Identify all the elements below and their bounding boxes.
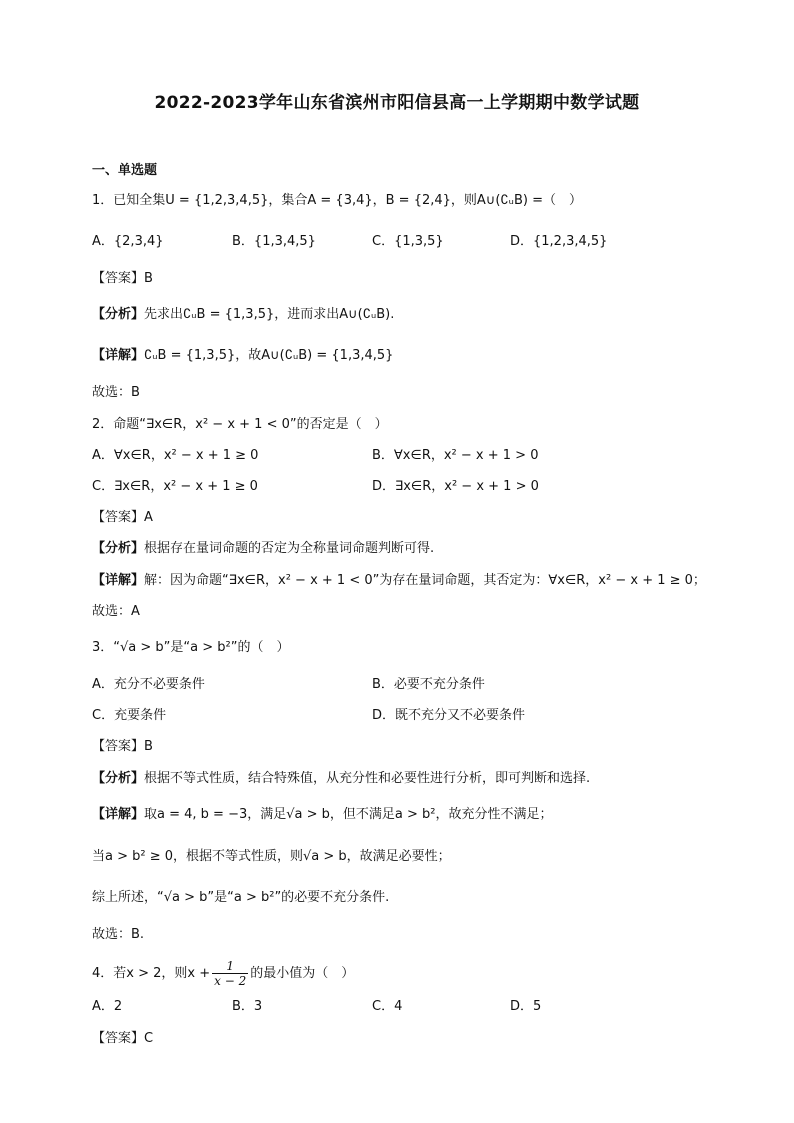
q2-option-d: D．∃x∈R，x² − x + 1 > 0 bbox=[372, 479, 539, 494]
q3-detail-text: 取a = 4, b = −3，满足√a > b，但不满足a > b²，故充分性不满足； bbox=[144, 807, 553, 822]
q4-answer: 【答案】C bbox=[92, 1031, 154, 1046]
q3-analysis bbox=[92, 770, 590, 788]
q2-option-c: C．∃x∈R，x² − x + 1 ≥ 0 bbox=[92, 479, 258, 494]
q3-option-a: A．充分不必要条件 bbox=[92, 677, 205, 692]
q1-analysis bbox=[92, 306, 394, 324]
q4-option-a: A．2 bbox=[92, 999, 123, 1014]
q3-option-d: D．既不充分又不必要条件 bbox=[372, 708, 526, 723]
section-heading: 一、单选题 bbox=[92, 163, 158, 178]
q1-stem: 1．已知全集U = {1,2,3,4,5}，集合A = {3,4}，B = {2,4}，则A∪(∁ᵤB) =（ ） bbox=[92, 193, 582, 208]
q3-option-c: C．充要条件 bbox=[92, 708, 167, 723]
q3-option-b: B．必要不充分条件 bbox=[372, 677, 485, 692]
q2-detail-tag: 【详解】 bbox=[92, 573, 145, 588]
q3-analysis-text: 根据不等式性质，结合特殊值，从充分性和必要性进行分析，即可判断和选择. bbox=[144, 771, 591, 786]
q4-fraction-numerator: 1 bbox=[212, 959, 248, 974]
q2-analysis-text: 根据存在量词命题的否定为全称量词命题判断可得. bbox=[144, 541, 435, 556]
q1-option-d: D．{1,2,3,4,5} bbox=[510, 234, 608, 249]
q2-option-a: A．∀x∈R，x² − x + 1 ≥ 0 bbox=[92, 448, 259, 463]
q1-choice: 故选：B bbox=[92, 385, 140, 400]
q2-analysis bbox=[92, 540, 434, 558]
q1-detail-tag: 【详解】 bbox=[92, 348, 145, 363]
q3-detail-line2: 当a > b² ≥ 0，根据不等式性质，则√a > b，故满足必要性； bbox=[92, 849, 451, 864]
q4-option-d: D．5 bbox=[510, 999, 542, 1014]
q2-detail-text: 解：因为命题“∃x∈R，x² − x + 1 < 0”为存在量词命题，其否定为：∀x∈R，x² − x + 1 ≥ 0； bbox=[144, 573, 706, 588]
q1-answer: 【答案】B bbox=[92, 271, 153, 286]
q1-analysis-text: 先求出∁ᵤB = {1,3,5}，进而求出A∪(∁ᵤB). bbox=[144, 307, 395, 322]
q2-stem: 2．命题“∃x∈R，x² − x + 1 < 0”的否定是（ ） bbox=[92, 417, 388, 432]
page-title: 2022-2023学年山东省滨州市阳信县高一上学期期中数学试题 bbox=[154, 93, 640, 113]
q4-stem bbox=[92, 957, 354, 991]
q3-choice: 故选：B. bbox=[92, 927, 145, 942]
q1-detail-text: ∁ᵤB = {1,3,5}，故A∪(∁ᵤB) = {1,3,4,5} bbox=[144, 348, 394, 363]
q1-option-c: C．{1,3,5} bbox=[372, 234, 444, 249]
q2-answer: 【答案】A bbox=[92, 510, 153, 525]
q2-detail bbox=[92, 572, 706, 590]
q4-fraction bbox=[212, 959, 248, 988]
q4-option-b: B．3 bbox=[232, 999, 263, 1014]
q1-option-a: A．{2,3,4} bbox=[92, 234, 164, 249]
q3-answer: 【答案】B bbox=[92, 739, 153, 754]
q3-detail bbox=[92, 806, 553, 824]
q1-detail bbox=[92, 347, 393, 365]
q2-option-b: B．∀x∈R，x² − x + 1 > 0 bbox=[372, 448, 539, 463]
q2-choice: 故选：A bbox=[92, 604, 140, 619]
q1-analysis-tag: 【分析】 bbox=[92, 307, 145, 322]
q1-option-b: B．{1,3,4,5} bbox=[232, 234, 316, 249]
q4-option-c: C．4 bbox=[372, 999, 403, 1014]
q4-stem-end: 的最小值为（ ） bbox=[250, 966, 355, 981]
q3-detail-tag: 【详解】 bbox=[92, 807, 145, 822]
q2-analysis-tag: 【分析】 bbox=[92, 541, 145, 556]
q3-detail-line3: 综上所述，“√a > b”是“a > b²”的必要不充分条件. bbox=[92, 890, 390, 905]
q4-fraction-denominator: x − 2 bbox=[214, 974, 247, 988]
q4-stem-start: 4．若x > 2，则x + bbox=[92, 966, 211, 981]
q3-analysis-tag: 【分析】 bbox=[92, 771, 145, 786]
q3-stem: 3．“√a > b”是“a > b²”的（ ） bbox=[92, 640, 290, 655]
